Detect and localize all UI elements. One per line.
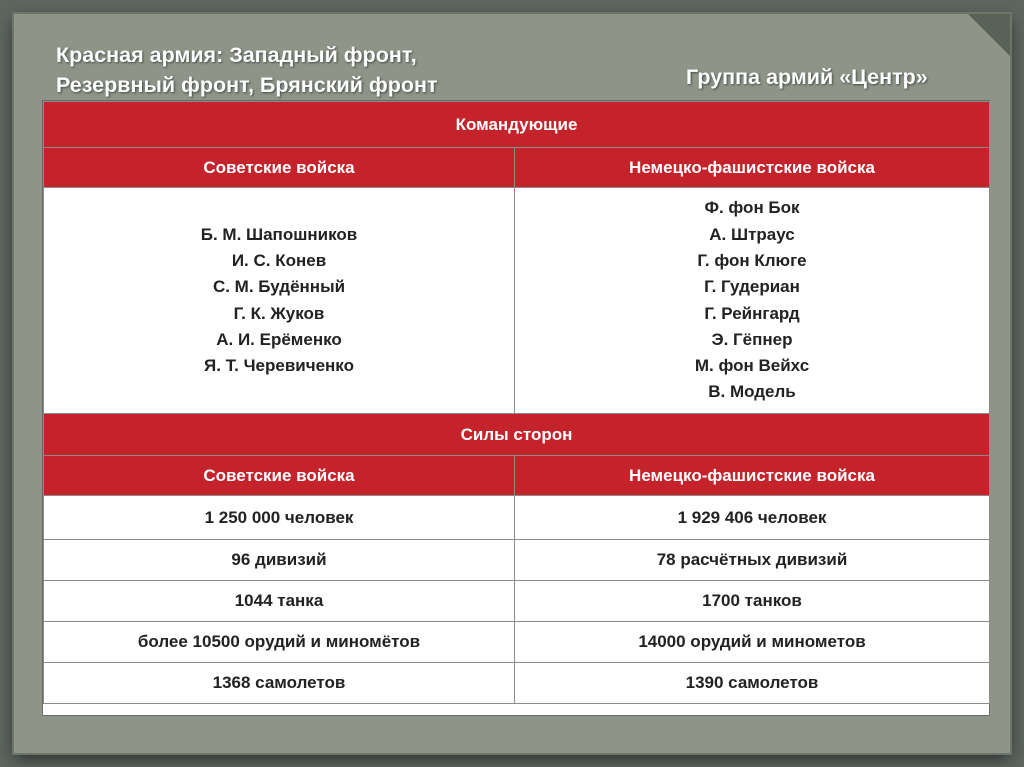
german-commander: М. фон Вейхс (694, 356, 810, 376)
commanders-soviet-column-header: Советские войска (44, 148, 515, 188)
commanders-header: Командующие (44, 102, 990, 148)
german-commander: Э. Гёпнер (711, 329, 793, 349)
forces-soviet-value: 1044 танка (44, 581, 515, 622)
forces-soviet-value: 1368 самолетов (44, 663, 515, 704)
soviet-commander: Б. М. Шапошников (200, 224, 358, 244)
slide-title-right: Группа армий «Центр» (686, 65, 928, 89)
forces-german-value: 1390 самолетов (515, 663, 990, 704)
soviet-commander: С. М. Будённый (212, 277, 346, 297)
corner-decoration (968, 14, 1010, 56)
forces-soviet-value: 1 250 000 человек (44, 496, 515, 540)
commanders-german-column-header: Немецко-фашистские войска (515, 148, 990, 188)
slide-title-left: Красная армия: Западный фронт, Резервный фронт, Брянский фронт (56, 43, 438, 97)
german-commander: Г. фон Клюге (697, 250, 807, 270)
german-commanders-cell (515, 188, 990, 414)
forces-header: Силы сторон (44, 414, 990, 456)
german-commander: Г. Рейнгард (704, 303, 800, 323)
forces-soviet-value: более 10500 орудий и миномётов (44, 622, 515, 663)
soviet-commander: А. И. Ерёменко (216, 329, 342, 349)
german-commander: А. Штраус (709, 224, 795, 244)
comparison-table (42, 100, 990, 716)
soviet-commanders-cell (44, 188, 515, 414)
forces-soviet-value: 96 дивизий (44, 540, 515, 581)
german-commander: Г. Гудериан (704, 277, 800, 297)
soviet-commander: Г. К. Жуков (233, 303, 325, 323)
forces-german-value: 1 929 406 человек (515, 496, 990, 540)
forces-german-value: 1700 танков (515, 581, 990, 622)
german-commander: В. Модель (708, 382, 796, 402)
soviet-commander: Я. Т. Черевиченко (204, 356, 354, 376)
soviet-commander: И. С. Конев (231, 250, 327, 270)
forces-soviet-column-header: Советские войска (44, 456, 515, 496)
forces-german-value: 78 расчётных дивизий (515, 540, 990, 581)
forces-german-column-header: Немецко-фашистские войска (515, 456, 990, 496)
slide (14, 14, 1010, 753)
german-commander: Ф. фон Бок (704, 198, 800, 218)
forces-german-value: 14000 орудий и минометов (515, 622, 990, 663)
